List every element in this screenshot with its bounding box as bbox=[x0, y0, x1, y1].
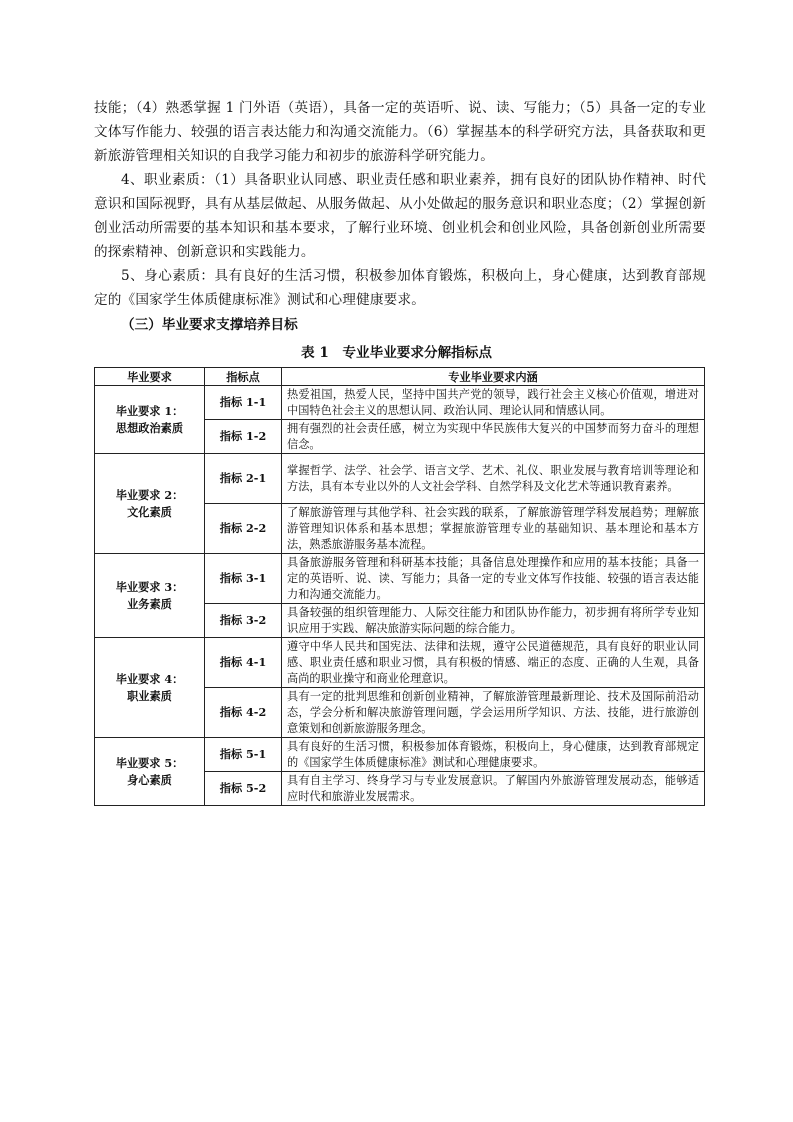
indicator-cell: 指标 1-1 bbox=[205, 386, 282, 420]
requirement-label: 毕业要求 3： bbox=[115, 579, 184, 594]
paragraph-professional-quality: 4、职业素质：（1）具备职业认同感、职业责任感和职业素养，拥有良好的团队协作精神、时代意识和国际视野，具有从基层做起、从服务做起、从小处做起的服务意识和职业态度；（2）掌握创新创业活动所需要的基本知识和基本要求，了解行业环境、创业机会和创业风险，具备创新创业所需要的探索精神、创新意识和实践能力。 bbox=[94, 172, 706, 260]
content-cell: 具有一定的批判思维和创新创业精神，了解旅游管理最新理论、技术及国际前沿动态，学会分析和解决旅游管理问题，学会运用所学知识、方法、技能，进行旅游创意策划和创新旅游服务理念。 bbox=[282, 688, 705, 738]
table-header-row bbox=[95, 368, 705, 386]
header-requirement: 毕业要求 bbox=[95, 368, 205, 386]
indicator-cell: 指标 2-1 bbox=[205, 454, 282, 504]
table-row bbox=[95, 454, 705, 504]
requirement-cell bbox=[95, 554, 205, 638]
table-row bbox=[95, 386, 705, 420]
indicator-cell: 指标 3-1 bbox=[205, 554, 282, 604]
requirement-label: 毕业要求 5： bbox=[115, 755, 184, 770]
requirement-cell bbox=[95, 454, 205, 554]
requirement-cell bbox=[95, 386, 205, 454]
indicator-cell: 指标 2-2 bbox=[205, 504, 282, 554]
requirement-cell bbox=[95, 638, 205, 738]
requirement-label: 毕业要求 2： bbox=[115, 487, 184, 502]
section-heading: （三）毕业要求支撑培养目标 bbox=[121, 317, 298, 333]
content-cell: 具备旅游服务管理和科研基本技能；具备信息处理操作和应用的基本技能；具备一定的英语听、说、读、写能力；具备一定的专业文体写作技能、较强的语言表达能力和沟通交流能力。 bbox=[282, 554, 705, 604]
table-caption: 表 1 专业毕业要求分解指标点 bbox=[301, 345, 492, 361]
indicator-cell: 指标 4-2 bbox=[205, 688, 282, 738]
content-cell: 具有自主学习、终身学习与专业发展意识。了解国内外旅游管理发展动态，能够适应时代和旅游业发展需求。 bbox=[282, 772, 705, 806]
content-cell: 热爱祖国，热爱人民，坚持中国共产党的领导，践行社会主义核心价值观，增进对中国特色社会主义的思想认同、政治认同、理论认同和情感认同。 bbox=[282, 386, 705, 420]
indicator-cell: 指标 3-2 bbox=[205, 604, 282, 638]
header-indicator: 指标点 bbox=[205, 368, 282, 386]
table-row bbox=[95, 738, 705, 772]
requirement-label: 毕业要求 1： bbox=[115, 403, 184, 418]
paragraph-skills-continued: 技能；（4）熟悉掌握 1 门外语（英语），具备一定的英语听、说、读、写能力；（5）具备一定的专业文体写作能力、较强的语言表达能力和沟通交流能力。（6）掌握基本的科学研究方法，具备获取和更新旅游管理相关知识的自我学习能力和初步的旅游科学研究能力。 bbox=[94, 100, 706, 164]
content-cell: 遵守中华人民共和国宪法、法律和法规，遵守公民道德规范，具有良好的职业认同感、职业责任感和职业习惯，具有积极的情感、端正的态度、正确的人生观，具备高尚的职业操守和商业伦理意识。 bbox=[282, 638, 705, 688]
content-cell: 掌握哲学、法学、社会学、语言文学、艺术、礼仪、职业发展与教育培训等理论和方法，具有本专业以外的人文社会学科、自然学科及文化艺术等通识教育素养。 bbox=[282, 454, 705, 504]
table-row bbox=[95, 554, 705, 604]
table-row bbox=[95, 638, 705, 688]
requirement-cell bbox=[95, 738, 205, 806]
paragraph-physical-mental-quality: 5、身心素质：具有良好的生活习惯，积极参加体育锻炼，积极向上，身心健康，达到教育部规定的《国家学生体质健康标准》测试和心理健康要求。 bbox=[94, 268, 706, 308]
indicator-cell: 指标 4-1 bbox=[205, 638, 282, 688]
graduation-requirements-table bbox=[94, 367, 705, 806]
indicator-cell: 指标 5-2 bbox=[205, 772, 282, 806]
requirement-title: 职业素质 bbox=[127, 688, 172, 703]
requirement-label: 毕业要求 4： bbox=[115, 671, 184, 686]
indicator-cell: 指标 1-2 bbox=[205, 420, 282, 454]
content-cell: 了解旅游管理与其他学科、社会实践的联系，了解旅游管理学科发展趋势；理解旅游管理知识体系和基本思想；掌握旅游管理专业的基础知识、基本理论和基本方法，熟悉旅游服务基本流程。 bbox=[282, 504, 705, 554]
content-cell: 具有良好的生活习惯，积极参加体育锻炼，积极向上，身心健康，达到教育部规定的《国家学生体质健康标准》测试和心理健康要求。 bbox=[282, 738, 705, 772]
header-content: 专业毕业要求内涵 bbox=[282, 368, 705, 386]
content-cell: 拥有强烈的社会责任感，树立为实现中华民族伟大复兴的中国梦而努力奋斗的理想信念。 bbox=[282, 420, 705, 454]
requirement-title: 文化素质 bbox=[127, 504, 172, 519]
requirement-title: 身心素质 bbox=[127, 772, 172, 787]
indicator-cell: 指标 5-1 bbox=[205, 738, 282, 772]
requirement-title: 思想政治素质 bbox=[115, 420, 184, 435]
content-cell: 具备较强的组织管理能力、人际交往能力和团队协作能力，初步拥有将所学专业知识应用于实践、解决旅游实际问题的综合能力。 bbox=[282, 604, 705, 638]
requirement-title: 业务素质 bbox=[127, 596, 172, 611]
